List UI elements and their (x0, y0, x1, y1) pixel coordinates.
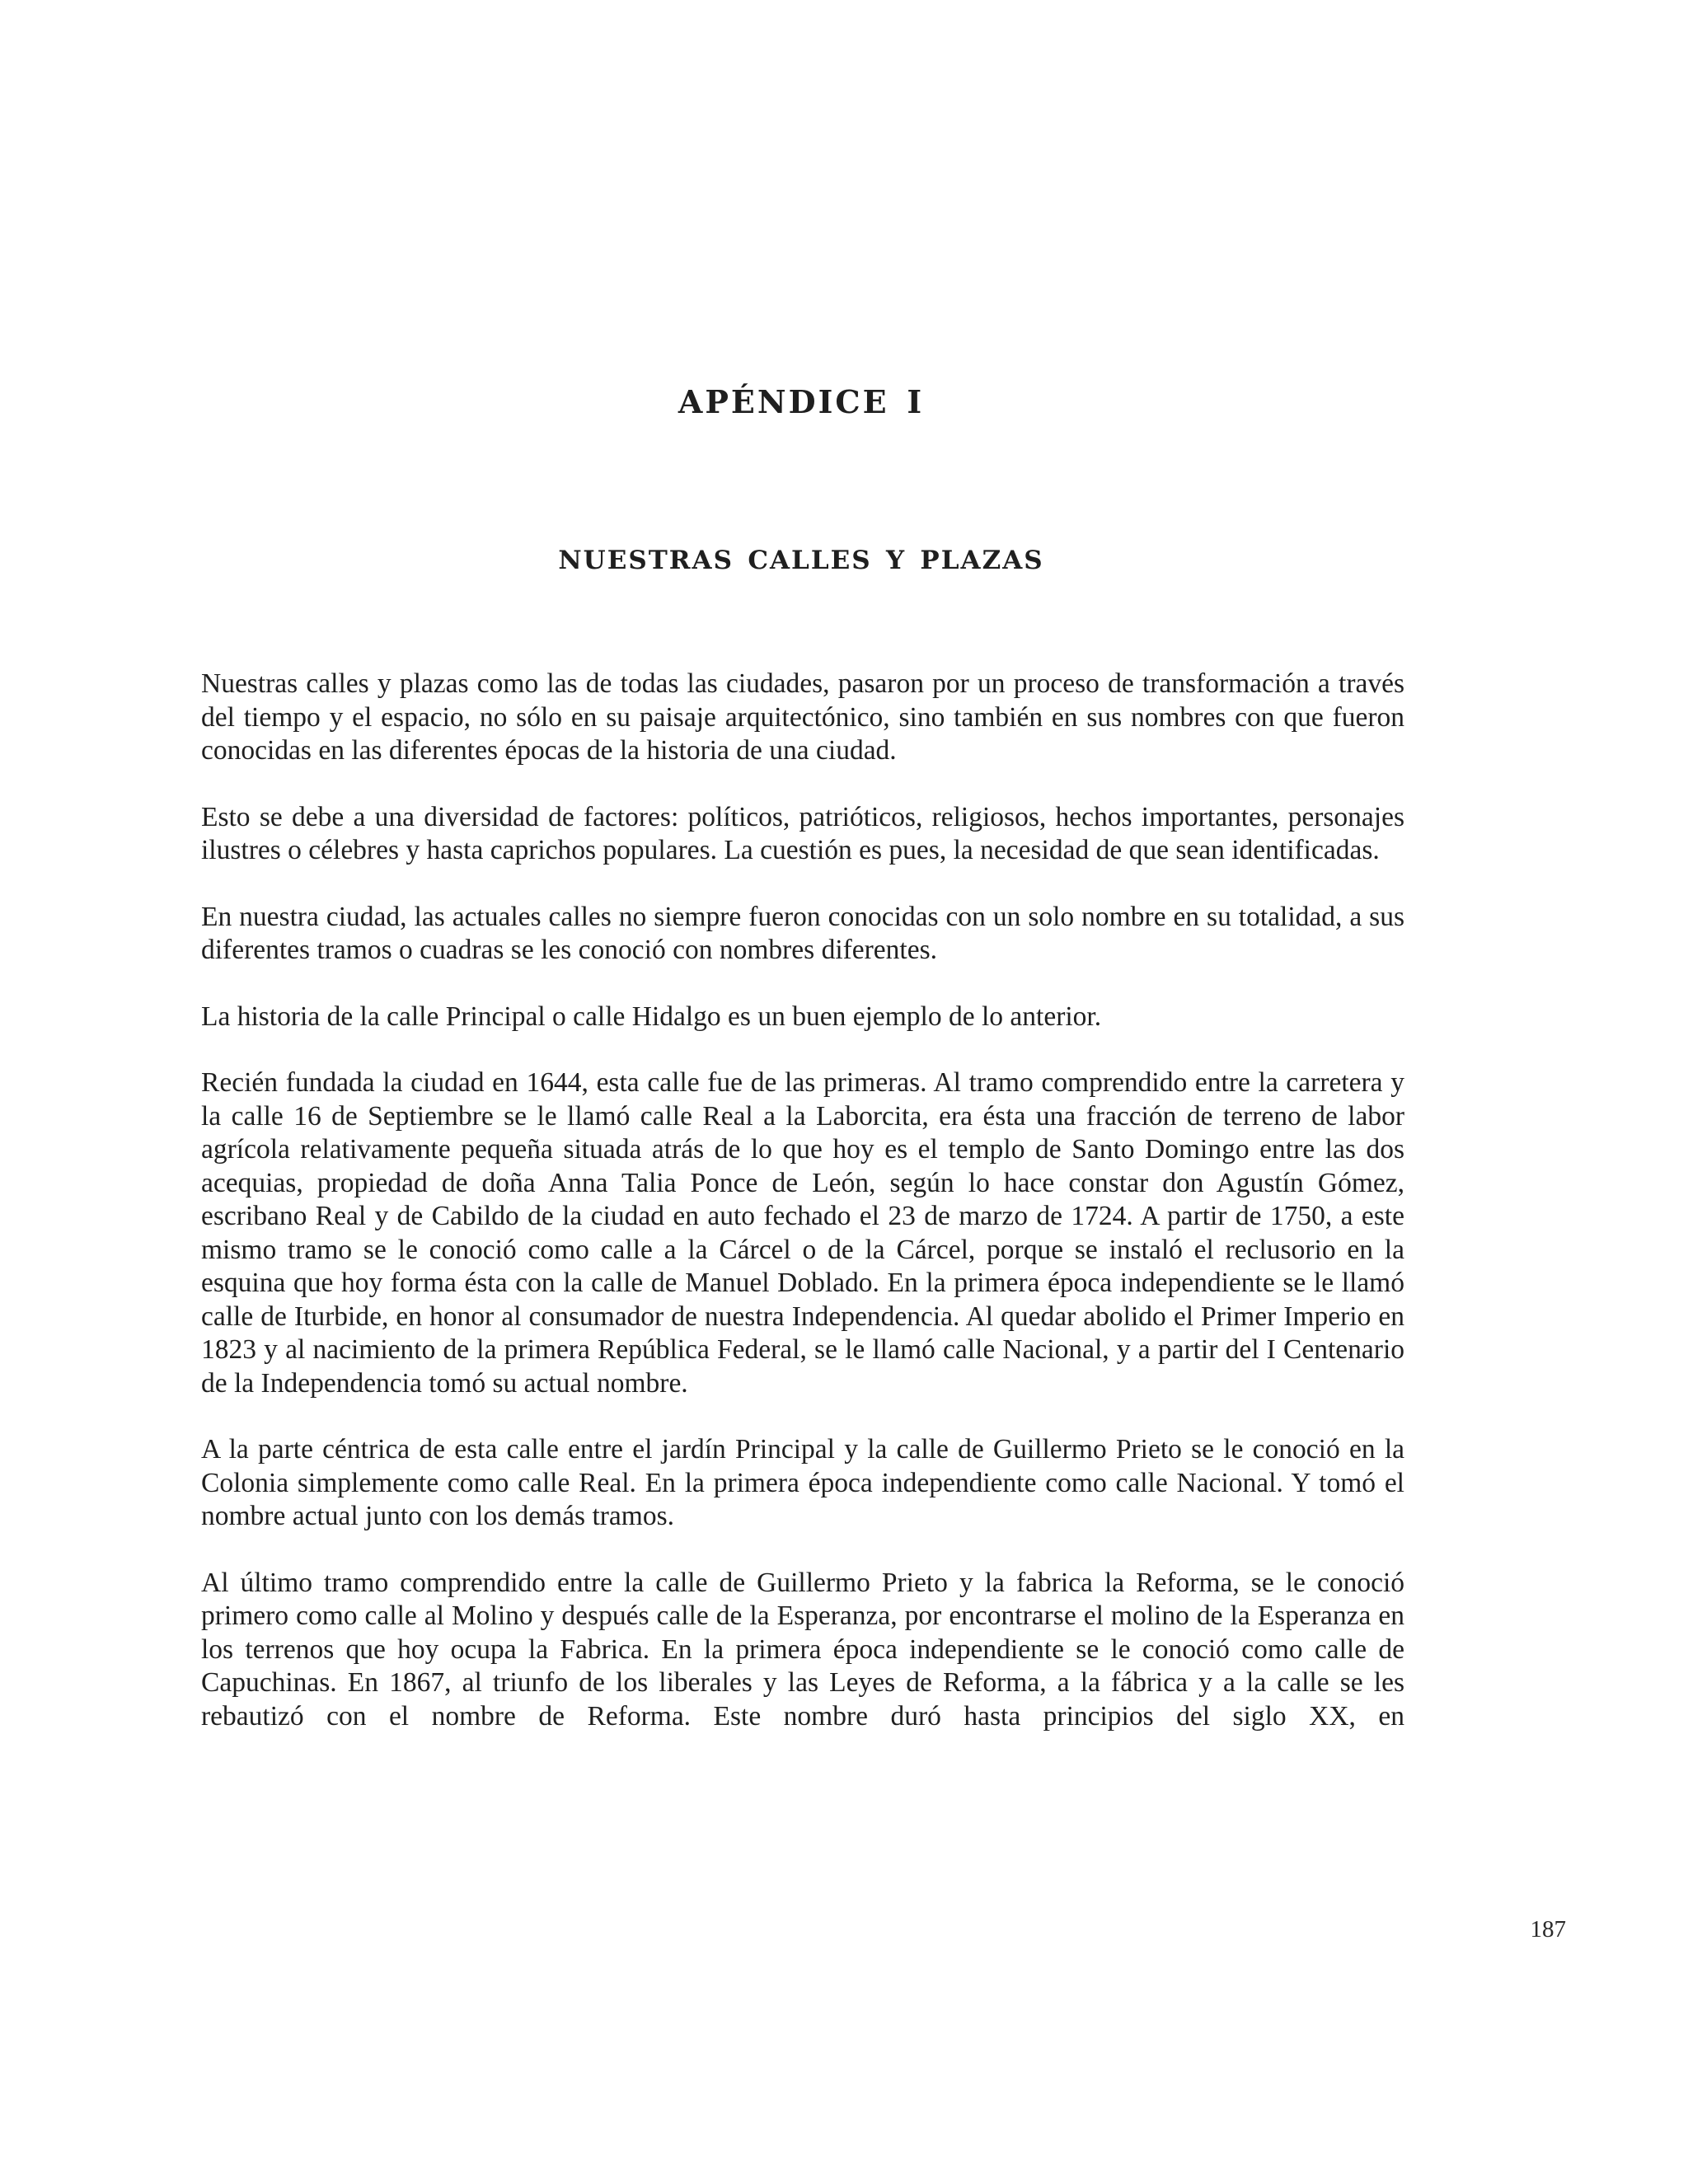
paragraph: Esto se debe a una diversidad de factores: políticos, patrióticos, religiosos, hechos importantes, personajes ilustres o célebres y hasta caprichos populares. La cuestión es pues, la necesidad de que sean identificadas. (201, 801, 1404, 865)
section-title: nuestras calles y plazas (558, 536, 1044, 578)
paragraph: En nuestra ciudad, las actuales calles no siempre fueron conocidas con un solo nombre en su totalidad, a sus diferentes tramos o cuadras se les conoció con nombres diferentes. (201, 901, 1404, 965)
paragraph: La historia de la calle Principal o calle Hidalgo es un buen ejemplo de lo anterior. (201, 1001, 1102, 1032)
paragraph: Nuestras calles y plazas como las de todas las ciudades, pasaron por un proceso de transformación a través del tiempo y el espacio, no sólo en su paisaje arquitectónico, sino también en sus nombres con que fueron conocidas en las diferentes épocas de la historia de una ciudad. (201, 668, 1404, 766)
paragraph: Al último tramo comprendido entre la calle de Guillermo Prieto y la fabrica la Reforma, se le conoció primero como calle al Molino y después calle de la Esperanza, por encontrarse el molino de la Esperanza en los terrenos que hoy ocupa la Fabrica. En la primera época independiente se le conoció como calle de Capuchinas. En 1867, al triunfo de los liberales y las Leyes de Reforma, a la fábrica y a la calle se les rebautizó con el nombre de Reforma. Este nombre duró hasta principios del siglo XX, en (201, 1567, 1404, 1732)
paragraph: A la parte céntrica de esta calle entre el jardín Principal y la calle de Guillermo Prieto se le conoció en la Colonia simplemente como calle Real. En la primera época independiente como calle Nacional. Y tomó el nombre actual junto con los demás tramos. (201, 1434, 1404, 1531)
paragraph: Recién fundada la ciudad en 1644, esta calle fue de las primeras. Al tramo comprendido entre la carretera y la calle 16 de Septiembre se le llamó calle Real a la Laborcita, era ésta una fracción de terreno de labor agrícola relativamente pequeña situada atrás de lo que hoy es el templo de Santo Domingo entre las dos acequias, propiedad de doña Anna Talia Ponce de León, según lo hace constar don Agustín Gómez, escribano Real y de Cabildo de la ciudad en auto fechado el 23 de marzo de 1724. A partir de 1750, a este mismo tramo se le conoció como calle a la Cárcel o de la Cárcel, porque se instaló el reclusorio en la esquina que hoy forma ésta con la calle de Manuel Doblado. En la primera época independiente se le llamó calle de Iturbide, en honor al consumador de nuestra Independencia. Al quedar abolido el Primer Imperio en 1823 y al nacimiento de la primera República Federal, se le llamó calle Nacional, y a partir del I Centenario de la Independencia tomó su actual nombre. (201, 1067, 1404, 1399)
body-text (201, 668, 1404, 1766)
chapter-title: apéndice i (678, 371, 925, 424)
page-number: 187 (1530, 1916, 1566, 1943)
